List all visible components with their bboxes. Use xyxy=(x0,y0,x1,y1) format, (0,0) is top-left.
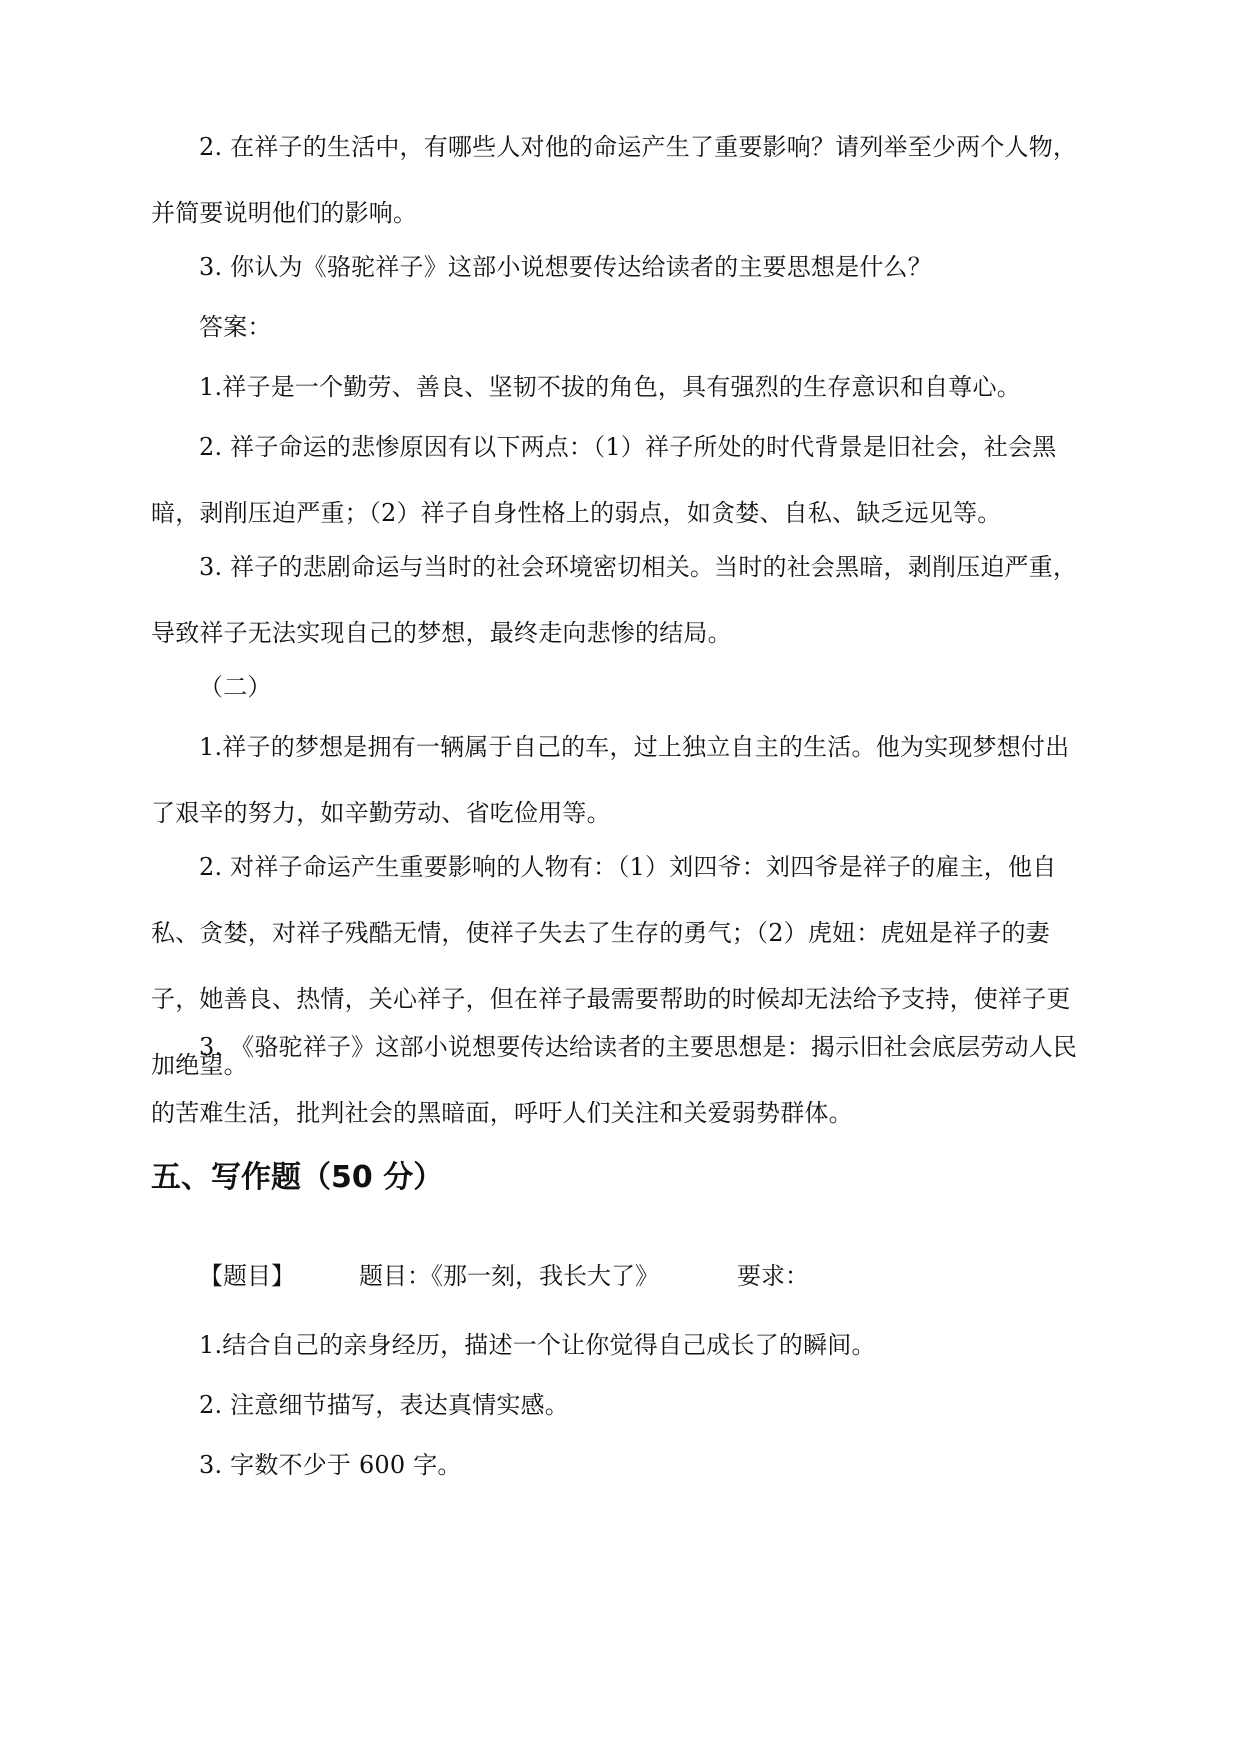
requirement-3: 3. 字数不少于 600 字。 xyxy=(199,1451,462,1479)
topic-line xyxy=(199,1256,809,1296)
answer-2-2: 2. 对祥子命运产生重要影响的人物有：（1）刘四爷：刘四爷是祥子的雇主，他自私、贪婪，对祥子残酷无情，使祥子失去了生存的勇气；（2）虎妞：虎妞是祥子的妻子，她善良、热情，关心祥子，但在祥子最需要帮助的时候却无法给予支持，使祥子更加绝望。 xyxy=(151,853,1071,1079)
answers-label: 答案： xyxy=(199,313,272,341)
topic-title: 题目：《那一刻，我长大了》 xyxy=(359,1262,659,1290)
answer-1-2: 2. 祥子命运的悲惨原因有以下两点：（1）祥子所处的时代背景是旧社会，社会黑暗，剥削压迫严重；（2）祥子自身性格上的弱点，如贪婪、自私、缺乏远见等。 xyxy=(151,433,1057,527)
section-5-heading: 五、写作题（50 分） xyxy=(151,1160,444,1195)
part-2-label: （二） xyxy=(199,673,272,701)
answer-2-1: 1.祥子的梦想是拥有一辆属于自己的车，过上独立自主的生活。他为实现梦想付出了艰辛的努力，如辛勤劳动、省吃俭用等。 xyxy=(151,733,1070,827)
question-3: 3. 你认为《骆驼祥子》这部小说想要传达给读者的主要思想是什么？ xyxy=(199,253,932,281)
requirements-label: 要求： xyxy=(737,1262,809,1290)
requirement-1: 1.结合自己的亲身经历，描述一个让你觉得自己成长了的瞬间。 xyxy=(199,1331,876,1359)
answer-2-3: 3. 《骆驼祥子》这部小说想要传达给读者的主要思想是：揭示旧社会底层劳动人民的苦难生活，批判社会的黑暗面，呼吁人们关注和关爱弱势群体。 xyxy=(151,1033,1078,1127)
requirement-2: 2. 注意细节描写，表达真情实感。 xyxy=(199,1391,569,1419)
topic-label: 【题目】 xyxy=(199,1262,295,1290)
answer-1-3: 3. 祥子的悲剧命运与当时的社会环境密切相关。当时的社会黑暗，剥削压迫严重，导致祥子无法实现自己的梦想，最终走向悲惨的结局。 xyxy=(151,553,1078,647)
question-2: 2. 在祥子的生活中，有哪些人对他的命运产生了重要影响？请列举至少两个人物，并简要说明他们的影响。 xyxy=(151,133,1078,227)
answer-1-1: 1.祥子是一个勤劳、善良、坚韧不拔的角色，具有强烈的生存意识和自尊心。 xyxy=(199,373,1021,401)
